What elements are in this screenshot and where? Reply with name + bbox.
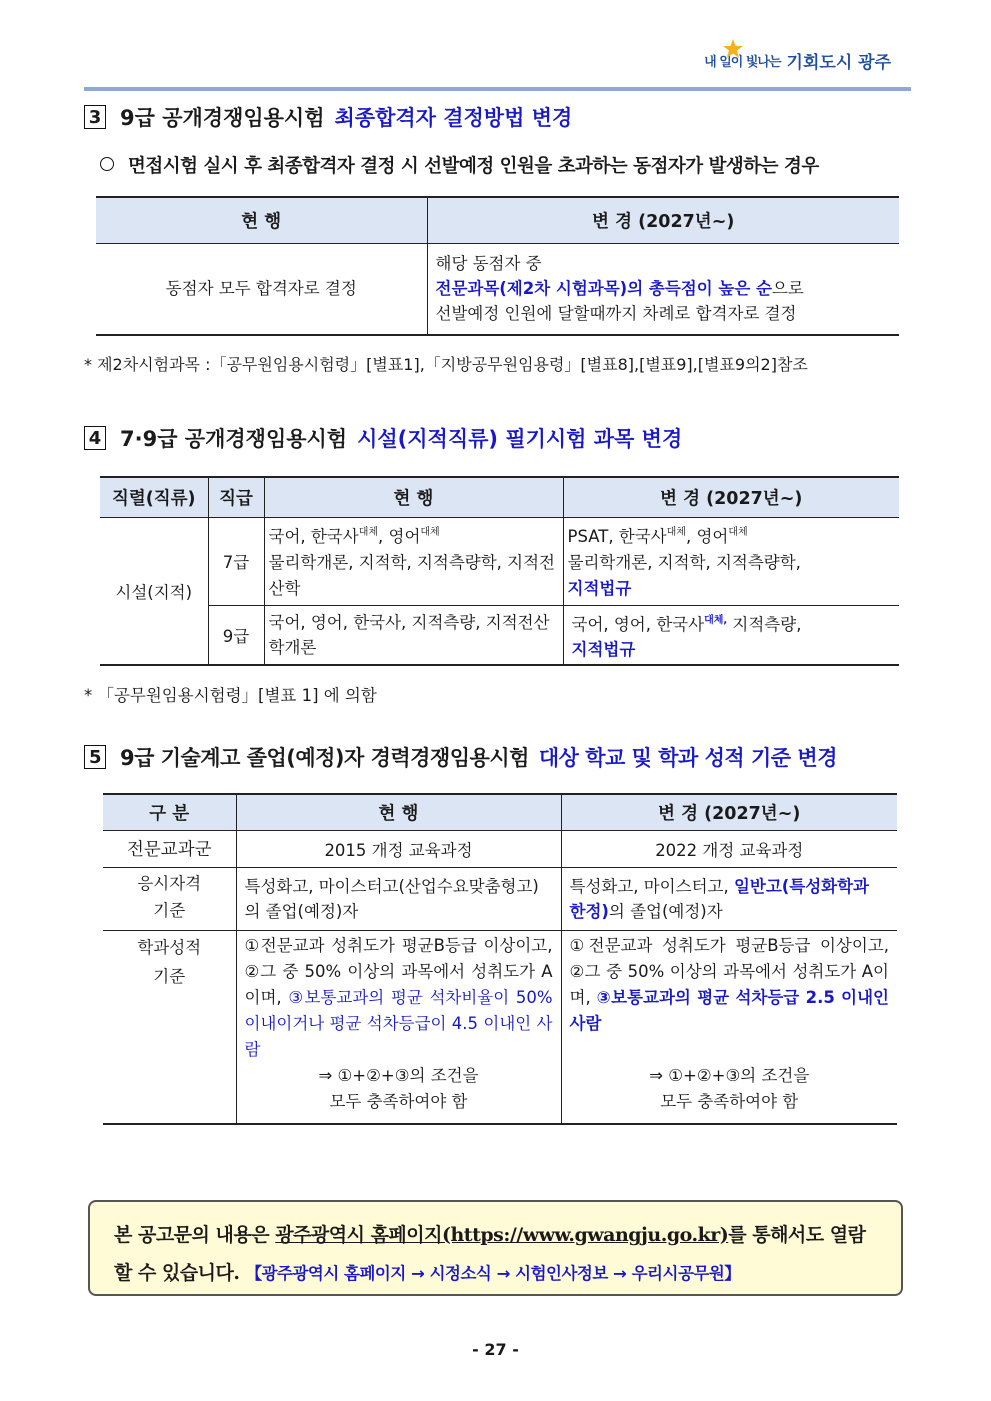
s4-9-current: 국어, 영어, 한국사, 지적측량, 지적전산학개론 xyxy=(264,605,563,665)
s4-7-current-a-sup: 대체 xyxy=(358,527,379,538)
section3-table xyxy=(96,196,899,336)
notice-text-b: 를 통해서도 열람할 수 있습니다. xyxy=(114,1224,866,1284)
section3-title-highlight: 최종합격자 결정방법 변경 xyxy=(334,106,573,130)
s5-row3-current-a: ①전문교과 성취도가 평균B등급 이상이고, ②그 중 50% 이상의 과목에서 성취도가 A이며, xyxy=(244,935,553,1007)
s4-grade-7: 7급 xyxy=(208,517,264,605)
s4-header-change: 변 경 (2027년~) xyxy=(563,477,899,517)
s5-row3-label-b: 기준 xyxy=(153,966,186,986)
section5-table xyxy=(103,793,897,1125)
section4-table xyxy=(100,476,899,666)
brand-slogan: 내 일이 빛나는 xyxy=(704,55,781,70)
s4-7-current-rest: 물리학개론, 지적학, 지적측량학, 지적전산학 xyxy=(268,553,555,598)
s5-row2-change xyxy=(561,867,897,930)
section4-title-plain: 7·9급 공개경쟁임용시험 xyxy=(120,427,348,451)
notice-homepage-link[interactable]: 광주광역시 홈페이지(https://www.gwangju.go.kr) xyxy=(275,1224,729,1246)
s3-change-line3: 선발예정 인원에 달할때까지 차례로 합격자로 결정 xyxy=(435,304,797,324)
s5-row1-label: 전문교과군 xyxy=(103,830,236,867)
s4-9-change xyxy=(563,605,899,665)
s5-row2-label-a: 응시자격 xyxy=(137,873,202,893)
s5-header-change: 변 경 (2027년~) xyxy=(561,794,897,830)
s5-row3-current xyxy=(236,930,561,1124)
s3-change-line1: 해당 동점자 중 xyxy=(435,254,542,274)
section5-number: 5 xyxy=(84,745,106,769)
s5-row3-change xyxy=(561,930,897,1124)
s5-row3-change-cond1: ⇒ ①+②+③의 조건을 xyxy=(649,1065,810,1085)
s4-7-current-b-sup: 대체 xyxy=(420,527,440,538)
s4-7-change-b-sup: 대체 xyxy=(728,527,748,538)
s3-current-cell: 동점자 모두 합격자로 결정 xyxy=(96,243,427,335)
section5-title-plain: 9급 기술계고 졸업(예정)자 경력경쟁임용시험 xyxy=(120,746,529,770)
section5-title-highlight: 대상 학교 및 학과 성적 기준 변경 xyxy=(538,746,837,770)
s3-change-cell xyxy=(427,243,899,335)
s4-9-change-a-sup: 대체, xyxy=(704,614,728,626)
s4-7-change-highlight: 지적법규 xyxy=(567,579,632,598)
section5-title xyxy=(84,742,837,772)
section3-number: 3 xyxy=(84,105,106,129)
circle-bullet-icon xyxy=(100,157,114,171)
notice-text-a: 본 공고문의 내용은 xyxy=(114,1224,276,1246)
s5-row3-label-a: 학과성적 xyxy=(137,937,202,957)
notice-box xyxy=(88,1200,903,1296)
s5-row3-current-highlight: ③보통교과의 평균 석차비율이 50% 이내이거나 평균 석차등급이 4.5 이내인 사람 xyxy=(244,987,553,1059)
s5-row3-change-highlight: ③보통교과의 평균 석차등급 2.5 이내인 사람 xyxy=(569,987,889,1033)
header-divider xyxy=(84,87,911,91)
s4-9-change-highlight: 지적법규 xyxy=(571,639,636,659)
s5-row3-label xyxy=(103,930,236,1124)
s3-change-highlight: 전문과목(제2차 시험과목)의 총득점이 높은 순 xyxy=(435,279,772,299)
section3-title xyxy=(84,102,572,132)
s4-header-grade: 직급 xyxy=(208,477,264,517)
s3-header-current: 현 행 xyxy=(96,197,427,243)
brand-name: 기회도시 광주 xyxy=(786,53,891,73)
section4-number: 4 xyxy=(84,426,106,450)
star-icon xyxy=(722,38,744,60)
section3-title-plain: 9급 공개경쟁임용시험 xyxy=(120,106,325,130)
s5-row2-label-b: 기준 xyxy=(153,900,186,920)
s3-change-tail: 으로 xyxy=(771,279,804,299)
s4-9-change-a: 국어, 영어, 한국사 xyxy=(571,614,705,634)
s4-7-change-a-sup: 대체 xyxy=(666,527,686,538)
page-number: - 27 - xyxy=(472,1340,519,1359)
s5-header-current: 현 행 xyxy=(236,794,561,830)
section3-bullet xyxy=(100,152,819,178)
s5-row2-change-a: 특성화고, 마이스터고, xyxy=(569,876,734,896)
s5-row3-change-a: ①전문교과 성취도가 평균B등급 이상이고, ②그 중 50% 이상의 과목에서 성취도가 A이며, xyxy=(569,935,889,1007)
s5-row3-current-cond1: ⇒ ①+②+③의 조건을 xyxy=(318,1065,479,1085)
s5-row3-current-cond2: 모두 충족하여야 함 xyxy=(329,1091,468,1111)
s4-grade-9: 9급 xyxy=(208,605,264,665)
s4-series-cell: 시설(지적) xyxy=(100,517,208,665)
section4-title-highlight: 시설(지적직류) 필기시험 과목 변경 xyxy=(357,427,683,451)
s5-row2-change-highlight: 일반고(특성화학과 한정) xyxy=(569,876,869,921)
s3-header-change: 변 경 (2027년~) xyxy=(427,197,899,243)
s5-row2-label xyxy=(103,867,236,930)
notice-navigation-path: 【광주광역시 홈페이지 → 시정소식 → 시험인사정보 → 우리시공무원】 xyxy=(245,1264,741,1283)
s4-7-current-b: , 영어 xyxy=(378,527,421,546)
s4-7-change-b: , 영어 xyxy=(685,527,729,546)
s4-7-current-a: 국어, 한국사 xyxy=(268,527,359,546)
s5-row3-change-cond2: 모두 충족하여야 함 xyxy=(660,1091,799,1111)
s5-header-category: 구 분 xyxy=(103,794,236,830)
section3-note: * 제2차시험과목 :「공무원임용시험령」[별표1],「지방공무원임용령」[별표8],[별표9],[별표9의2]참조 xyxy=(84,355,808,374)
s5-row2-change-b: 의 졸업(예정)자 xyxy=(608,901,723,921)
s4-header-current: 현 행 xyxy=(264,477,563,517)
section4-title xyxy=(84,423,682,453)
s5-row2-current: 특성화고, 마이스터고(산업수요맞춤형고)의 졸업(예정)자 xyxy=(236,867,561,930)
s4-header-series: 직렬(직류) xyxy=(100,477,208,517)
s4-7-current xyxy=(264,517,563,605)
s4-7-change xyxy=(563,517,899,605)
s4-7-change-a: PSAT, 한국사 xyxy=(567,527,667,546)
s5-row1-change: 2022 개정 교육과정 xyxy=(561,830,897,867)
s5-row1-current: 2015 개정 교육과정 xyxy=(236,830,561,867)
s4-9-change-b: 지적측량, xyxy=(727,614,802,634)
header-brand xyxy=(704,48,891,73)
section3-bullet-text: 면접시험 실시 후 최종합격자 결정 시 선발예정 인원을 초과하는 동점자가 발생하는 경우 xyxy=(128,156,819,177)
section4-note: * 「공무원임용시험령」[별표 1] 에 의함 xyxy=(84,686,377,705)
s4-7-change-mid: 물리학개론, 지적학, 지적측량학, xyxy=(567,553,801,572)
